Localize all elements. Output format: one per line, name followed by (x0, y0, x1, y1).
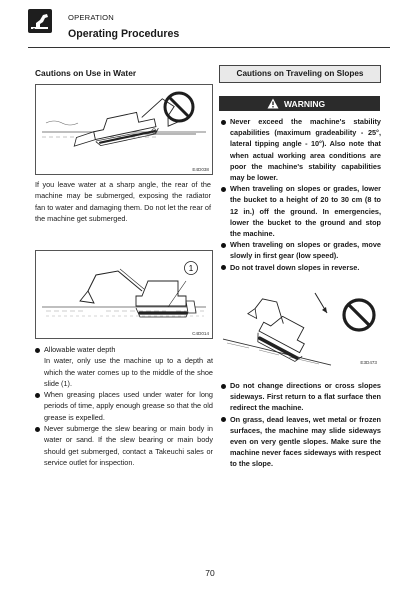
prohibition-icon (165, 93, 193, 121)
water-exit-figure (35, 84, 213, 175)
figure-code: E3D473 (360, 360, 377, 365)
slope-reverse-figure (219, 281, 380, 367)
list-item: Do not travel down slopes in reverse. (221, 262, 381, 273)
warning-label: WARNING (284, 98, 326, 109)
list-item: When traveling on slopes or grades, move slowly in first gear (low speed). (221, 239, 381, 261)
list-item: Never submerge the slew bearing or main body in water or sand. If the slew bearing or main body should get submerged, contact a Takeuchi sales or service outlet for inspection. (35, 423, 213, 468)
water-bullets (35, 344, 213, 468)
header-divider (28, 47, 390, 48)
callout-number: 1 (188, 264, 194, 273)
slope-warnings-bottom (221, 380, 381, 470)
water-exit-paragraph: If you leave water at a sharp angle, the rear of the machine may be submerged, exposing the radiator fan to water and damaging them. Do not let the rear of the machine get submerged. (35, 180, 211, 223)
list-item: When traveling on slopes or grades, lower the bucket to a height of 20 to 30 cm (8 to 12 in.) off the ground. In emergencies, lower the bucket to the ground and stop the machine. (221, 183, 381, 239)
figure-code: C4D014 (192, 331, 209, 336)
slopes-heading: Cautions on Traveling on Slopes (219, 65, 381, 83)
list-item: Never exceed the machine's stability capabilities (maximum gradeability - 25°, lateral tipping angle - 10°). Also note that when actual working area conditions are poor the machine's stability capabilities may be lower. (221, 116, 381, 183)
page-number: 70 (205, 568, 215, 578)
slope-warnings-top (221, 116, 381, 273)
list-item: Do not change directions or cross slopes sideways. First return to a flat surface then redirect the machine. (221, 380, 381, 414)
prohibition-icon (344, 300, 374, 330)
excavator-icon (28, 9, 52, 33)
water-use-heading: Cautions on Use in Water (35, 68, 137, 78)
water-depth-figure (35, 250, 213, 339)
warning-triangle-icon (267, 98, 279, 109)
figure-code: E4D038 (192, 167, 209, 172)
list-item: When greasing places used under water for long periods of time, apply enough grease so that the old grease is expelled. (35, 389, 213, 423)
page-title: Operating Procedures (68, 28, 180, 40)
list-item: Allowable water depth In water, only use the machine up to a depth at which the water comes up to the middle of the shoe slide (1). (35, 344, 213, 389)
list-item: On grass, dead leaves, wet metal or frozen surfaces, the machine may slide sideways even on very gentle slopes. Make sure the machine never faces sideways with respect to the slope. (221, 414, 381, 470)
section-label: OPERATION (68, 13, 114, 22)
warning-banner (219, 96, 380, 111)
